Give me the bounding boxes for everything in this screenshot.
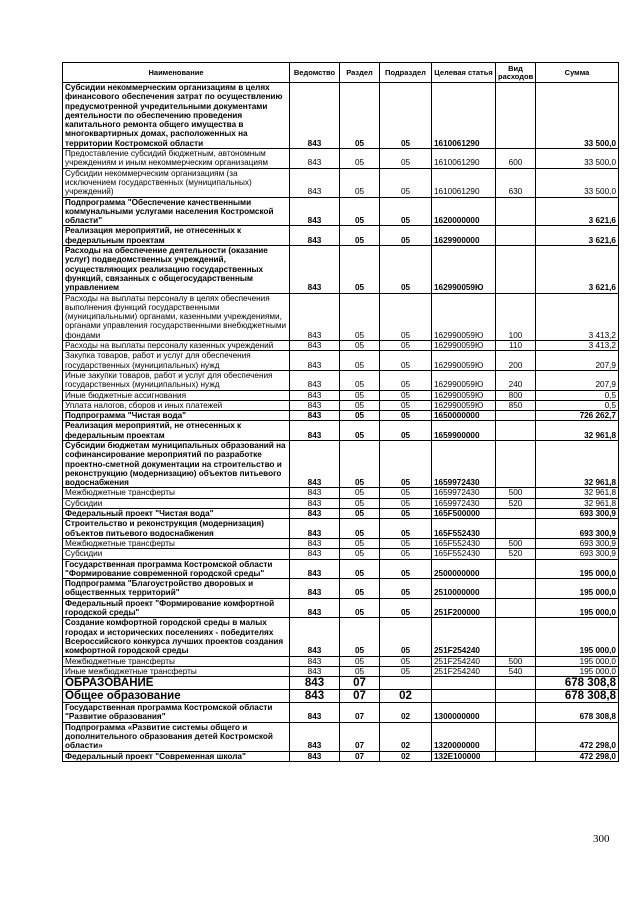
cell-sum: 3 621,6 [536, 246, 619, 293]
cell-name: Государственная программа Костромской области "Формирование современной городской среды" [63, 559, 290, 579]
cell-sum: 693 300,9 [536, 519, 619, 539]
cell-name: Федеральный проект "Формирование комфортной городской среды" [63, 598, 290, 618]
cell-podrazdel: 05 [380, 549, 432, 559]
cell-razdel: 05 [340, 666, 380, 676]
table-row [63, 390, 619, 400]
cell-podrazdel: 05 [380, 390, 432, 400]
cell-article: 165F552430 [432, 519, 496, 539]
table-row [63, 618, 619, 656]
cell-article: 1620000000 [432, 197, 496, 226]
cell-ved: 843 [290, 197, 340, 226]
cell-razdel: 05 [340, 440, 380, 487]
cell-name: Межбюджетные трансферты [63, 656, 290, 666]
cell-vid [496, 618, 536, 656]
cell-article: 162990059Ю [432, 246, 496, 293]
cell-article: 251F254240 [432, 656, 496, 666]
cell-razdel: 05 [340, 197, 380, 226]
cell-razdel: 05 [340, 168, 380, 197]
cell-vid [496, 579, 536, 599]
cell-article: 165F552430 [432, 549, 496, 559]
table-row [63, 666, 619, 676]
cell-name: Расходы на выплаты персоналу казенных учреждений [63, 341, 290, 351]
cell-name: Закупка товаров, работ и услуг для обеспечения государственных (муниципальных) нужд [63, 351, 290, 371]
cell-article: 1659972430 [432, 440, 496, 487]
cell-ved: 843 [290, 488, 340, 498]
col-header-sum: Сумма [536, 63, 619, 83]
cell-razdel: 05 [340, 390, 380, 400]
cell-vid: 200 [496, 351, 536, 371]
cell-name: Уплата налогов, сборов и иных платежей [63, 400, 290, 410]
table-row [63, 149, 619, 169]
cell-article: 162990059Ю [432, 351, 496, 371]
table-row [63, 411, 619, 421]
cell-vid [496, 226, 536, 246]
table-row [63, 341, 619, 351]
cell-article: 1659972430 [432, 488, 496, 498]
cell-ved: 843 [290, 690, 340, 703]
cell-name: Реализация мероприятий, не отнесенных к федеральным проектам [63, 421, 290, 441]
cell-name: Подпрограмма "Обеспечение качественными коммунальными услугами населения Костромской области" [63, 197, 290, 226]
cell-podrazdel: 05 [380, 509, 432, 519]
table-row [63, 168, 619, 197]
cell-podrazdel: 05 [380, 226, 432, 246]
cell-name: Межбюджетные трансферты [63, 538, 290, 548]
cell-podrazdel: 02 [380, 751, 432, 761]
budget-table [62, 62, 619, 762]
cell-article: 1610061290 [432, 83, 496, 149]
cell-razdel: 05 [340, 498, 380, 508]
cell-name: Иные закупки товаров, работ и услуг для обеспечения государственных (муниципальных) нужд [63, 370, 290, 390]
cell-article: 162990059Ю [432, 370, 496, 390]
table-row [63, 579, 619, 599]
cell-article: 1629900000 [432, 226, 496, 246]
cell-podrazdel: 02 [380, 722, 432, 751]
cell-article: 1650000000 [432, 411, 496, 421]
cell-article: 162990059Ю [432, 293, 496, 340]
cell-razdel: 07 [340, 677, 380, 690]
cell-ved: 843 [290, 703, 340, 723]
table-row [63, 488, 619, 498]
cell-podrazdel: 05 [380, 149, 432, 169]
cell-article: 251F200000 [432, 598, 496, 618]
cell-vid: 540 [496, 666, 536, 676]
table-row [63, 598, 619, 618]
cell-razdel: 05 [340, 370, 380, 390]
cell-ved: 843 [290, 538, 340, 548]
cell-ved: 843 [290, 351, 340, 371]
cell-ved: 843 [290, 618, 340, 656]
col-header-razdel: Раздел [340, 63, 380, 83]
cell-vid [496, 509, 536, 519]
cell-name: Межбюджетные трансферты [63, 488, 290, 498]
cell-podrazdel: 05 [380, 411, 432, 421]
cell-podrazdel: 05 [380, 246, 432, 293]
table-row [63, 538, 619, 548]
cell-name: Субсидии [63, 549, 290, 559]
table-row [63, 293, 619, 340]
cell-name: Государственная программа Костромской области "Развитие образования" [63, 703, 290, 723]
cell-vid: 520 [496, 549, 536, 559]
cell-podrazdel: 02 [380, 703, 432, 723]
cell-ved: 843 [290, 440, 340, 487]
table-row [63, 226, 619, 246]
cell-name: Реализация мероприятий, не отнесенных к федеральным проектам [63, 226, 290, 246]
cell-name: Подпрограмма «Развитие системы общего и дополнительного образования детей Костромской области» [63, 722, 290, 751]
cell-ved: 843 [290, 246, 340, 293]
cell-ved: 843 [290, 559, 340, 579]
col-header-vid: Вид расходов [496, 63, 536, 83]
cell-sum: 207,9 [536, 370, 619, 390]
cell-sum: 678 308,8 [536, 703, 619, 723]
cell-sum: 195 000,0 [536, 666, 619, 676]
cell-name: Расходы на выплаты персоналу в целях обеспечения выполнения функций государственными (муниципальными) органами, казенными учреждениями, органами управления государственными внебюджетными фондами [63, 293, 290, 340]
cell-razdel: 05 [340, 341, 380, 351]
cell-vid [496, 519, 536, 539]
col-header-ved: Ведомство [290, 63, 340, 83]
cell-razdel: 05 [340, 509, 380, 519]
cell-razdel: 05 [340, 421, 380, 441]
cell-article: 2510000000 [432, 579, 496, 599]
cell-razdel: 05 [340, 559, 380, 579]
cell-sum: 32 961,8 [536, 488, 619, 498]
cell-podrazdel: 02 [380, 690, 432, 703]
cell-vid [496, 722, 536, 751]
cell-razdel: 05 [340, 226, 380, 246]
cell-sum: 3 621,6 [536, 197, 619, 226]
cell-sum: 33 500,0 [536, 149, 619, 169]
cell-vid [496, 751, 536, 761]
cell-razdel: 05 [340, 488, 380, 498]
cell-sum: 32 961,8 [536, 440, 619, 487]
cell-razdel: 05 [340, 149, 380, 169]
cell-podrazdel: 05 [380, 656, 432, 666]
cell-podrazdel: 05 [380, 498, 432, 508]
cell-razdel: 05 [340, 246, 380, 293]
cell-ved: 843 [290, 722, 340, 751]
cell-razdel: 05 [340, 83, 380, 149]
cell-ved: 843 [290, 549, 340, 559]
cell-sum: 678 308,8 [536, 677, 619, 690]
table-row [63, 440, 619, 487]
table-header-row [63, 63, 619, 83]
cell-vid [496, 598, 536, 618]
cell-vid [496, 559, 536, 579]
cell-name: Федеральный проект "Современная школа" [63, 751, 290, 761]
table-row [63, 559, 619, 579]
cell-sum: 195 000,0 [536, 579, 619, 599]
cell-sum: 195 000,0 [536, 598, 619, 618]
cell-vid: 100 [496, 293, 536, 340]
cell-sum: 3 413,2 [536, 341, 619, 351]
cell-article: 251F254240 [432, 666, 496, 676]
cell-ved: 843 [290, 677, 340, 690]
cell-razdel: 05 [340, 411, 380, 421]
cell-article: 2500000000 [432, 559, 496, 579]
cell-ved: 843 [290, 751, 340, 761]
table-row [63, 246, 619, 293]
page-number: 300 [593, 833, 610, 845]
table-row [63, 656, 619, 666]
cell-vid: 520 [496, 498, 536, 508]
cell-podrazdel: 05 [380, 618, 432, 656]
cell-sum: 3 413,2 [536, 293, 619, 340]
cell-ved: 843 [290, 598, 340, 618]
cell-podrazdel: 05 [380, 559, 432, 579]
cell-podrazdel: 05 [380, 488, 432, 498]
cell-sum: 195 000,0 [536, 618, 619, 656]
cell-ved: 843 [290, 421, 340, 441]
cell-sum: 195 000,0 [536, 559, 619, 579]
cell-ved: 843 [290, 656, 340, 666]
cell-vid [496, 83, 536, 149]
table-body [63, 83, 619, 762]
table-row [63, 751, 619, 761]
cell-name: Предоставление субсидий бюджетным, автономным учреждениям и иным некоммерческим организациям [63, 149, 290, 169]
cell-name: Субсидии некоммерческим организациям (за исключением государственных (муниципальных) учреждений) [63, 168, 290, 197]
table-row [63, 690, 619, 703]
table-row [63, 197, 619, 226]
cell-razdel: 05 [340, 519, 380, 539]
cell-razdel: 05 [340, 579, 380, 599]
cell-ved: 843 [290, 509, 340, 519]
cell-podrazdel: 05 [380, 400, 432, 410]
cell-article: 162990059Ю [432, 390, 496, 400]
table-row [63, 722, 619, 751]
cell-name: Иные межбюджетные трансферты [63, 666, 290, 676]
cell-vid [496, 703, 536, 723]
cell-razdel: 05 [340, 351, 380, 371]
cell-vid [496, 411, 536, 421]
table-row [63, 509, 619, 519]
cell-sum: 195 000,0 [536, 656, 619, 666]
table-row [63, 400, 619, 410]
cell-vid: 850 [496, 400, 536, 410]
cell-sum: 693 300,9 [536, 549, 619, 559]
cell-razdel: 05 [340, 293, 380, 340]
cell-podrazdel: 05 [380, 421, 432, 441]
cell-sum: 33 500,0 [536, 83, 619, 149]
cell-razdel: 07 [340, 690, 380, 703]
cell-article: 251F254240 [432, 618, 496, 656]
cell-razdel: 05 [340, 549, 380, 559]
cell-ved: 843 [290, 168, 340, 197]
col-header-podrazdel: Подраздел [380, 63, 432, 83]
table-row [63, 370, 619, 390]
cell-ved: 843 [290, 498, 340, 508]
cell-ved: 843 [290, 226, 340, 246]
cell-vid [496, 690, 536, 703]
cell-name: Общее образование [63, 690, 290, 703]
cell-podrazdel: 05 [380, 351, 432, 371]
cell-article: 162990059Ю [432, 341, 496, 351]
cell-vid: 500 [496, 538, 536, 548]
cell-article: 162990059Ю [432, 400, 496, 410]
cell-ved: 843 [290, 341, 340, 351]
cell-sum: 0,5 [536, 400, 619, 410]
table-row [63, 421, 619, 441]
cell-razdel: 07 [340, 751, 380, 761]
cell-sum: 207,9 [536, 351, 619, 371]
cell-razdel: 07 [340, 722, 380, 751]
cell-sum: 32 961,8 [536, 498, 619, 508]
cell-sum: 3 621,6 [536, 226, 619, 246]
cell-sum: 33 500,0 [536, 168, 619, 197]
cell-vid [496, 197, 536, 226]
table-row [63, 498, 619, 508]
cell-podrazdel: 05 [380, 370, 432, 390]
cell-vid: 110 [496, 341, 536, 351]
cell-vid: 600 [496, 149, 536, 169]
cell-ved: 843 [290, 149, 340, 169]
cell-vid [496, 246, 536, 293]
cell-razdel: 05 [340, 400, 380, 410]
cell-article: 1659900000 [432, 421, 496, 441]
cell-podrazdel: 05 [380, 293, 432, 340]
cell-article: 165F500000 [432, 509, 496, 519]
table-row [63, 351, 619, 371]
cell-name: Субсидии бюджетам муниципальных образований на софинансирование мероприятий по разработке проектно-сметной документации на строительство и реконструкцию (модернизацию) объектов питьевого водоснабжения [63, 440, 290, 487]
cell-podrazdel: 05 [380, 519, 432, 539]
cell-podrazdel: 05 [380, 598, 432, 618]
cell-podrazdel: 05 [380, 579, 432, 599]
cell-ved: 843 [290, 400, 340, 410]
cell-razdel: 05 [340, 598, 380, 618]
cell-razdel: 05 [340, 618, 380, 656]
table-row [63, 677, 619, 690]
cell-podrazdel: 05 [380, 666, 432, 676]
col-header-article: Целевая статья [432, 63, 496, 83]
cell-name: Иные бюджетные ассигнования [63, 390, 290, 400]
cell-sum: 693 300,9 [536, 538, 619, 548]
cell-ved: 843 [290, 579, 340, 599]
cell-name: Строительство и реконструкция (модернизация) объектов питьевого водоснабжения [63, 519, 290, 539]
cell-ved: 843 [290, 83, 340, 149]
cell-name: Подпрограмма "Чистая вода" [63, 411, 290, 421]
cell-article: 1320000000 [432, 722, 496, 751]
cell-article: 1610061290 [432, 149, 496, 169]
cell-sum: 472 298,0 [536, 722, 619, 751]
table-row [63, 703, 619, 723]
table-row [63, 83, 619, 149]
cell-razdel: 07 [340, 703, 380, 723]
cell-name: Федеральный проект "Чистая вода" [63, 509, 290, 519]
cell-name: Субсидии некоммерческим организациям в целях финансового обеспечения затрат по осуществлению предусмотренной учредительными документами деятельности по обеспечению проведения капитального ремонта общего имущества в многоквартирных домах, расположенных на территории Костромской области [63, 83, 290, 149]
cell-vid: 500 [496, 656, 536, 666]
cell-podrazdel: 05 [380, 440, 432, 487]
cell-podrazdel: 05 [380, 83, 432, 149]
cell-vid: 800 [496, 390, 536, 400]
cell-vid [496, 421, 536, 441]
cell-podrazdel: 05 [380, 168, 432, 197]
cell-podrazdel: 05 [380, 538, 432, 548]
cell-name: Расходы на обеспечение деятельности (оказание услуг) подведомственных учреждений, осуществляющих реализацию государственных функций, связанных с общегосударственным управлением [63, 246, 290, 293]
cell-vid [496, 677, 536, 690]
cell-ved: 843 [290, 293, 340, 340]
cell-article: 1610061290 [432, 168, 496, 197]
cell-article [432, 677, 496, 690]
cell-ved: 843 [290, 370, 340, 390]
cell-article: 165F552430 [432, 538, 496, 548]
cell-name: ОБРАЗОВАНИЕ [63, 677, 290, 690]
cell-name: Субсидии [63, 498, 290, 508]
cell-razdel: 05 [340, 538, 380, 548]
cell-vid: 500 [496, 488, 536, 498]
cell-razdel: 05 [340, 656, 380, 666]
cell-sum: 678 308,8 [536, 690, 619, 703]
cell-sum: 472 298,0 [536, 751, 619, 761]
table-row [63, 519, 619, 539]
cell-podrazdel: 05 [380, 341, 432, 351]
table-row [63, 549, 619, 559]
cell-article: 132E100000 [432, 751, 496, 761]
cell-podrazdel: 05 [380, 197, 432, 226]
cell-sum: 0,5 [536, 390, 619, 400]
cell-vid: 240 [496, 370, 536, 390]
cell-ved: 843 [290, 666, 340, 676]
cell-ved: 843 [290, 519, 340, 539]
cell-article [432, 690, 496, 703]
cell-vid [496, 440, 536, 487]
col-header-name: Наименование [63, 63, 290, 83]
cell-name: Подпрограмма "Благоустройство дворовых и общественных территорий" [63, 579, 290, 599]
cell-podrazdel [380, 677, 432, 690]
cell-ved: 843 [290, 390, 340, 400]
cell-sum: 693 300,9 [536, 509, 619, 519]
cell-article: 1300000000 [432, 703, 496, 723]
cell-vid: 630 [496, 168, 536, 197]
cell-name: Создание комфортной городской среды в малых городах и исторических поселениях - победителях Всероссийского конкурса лучших проектов создания комфортной городской среды [63, 618, 290, 656]
cell-sum: 726 262,7 [536, 411, 619, 421]
cell-ved: 843 [290, 411, 340, 421]
cell-article: 1659972430 [432, 498, 496, 508]
cell-sum: 32 961,8 [536, 421, 619, 441]
